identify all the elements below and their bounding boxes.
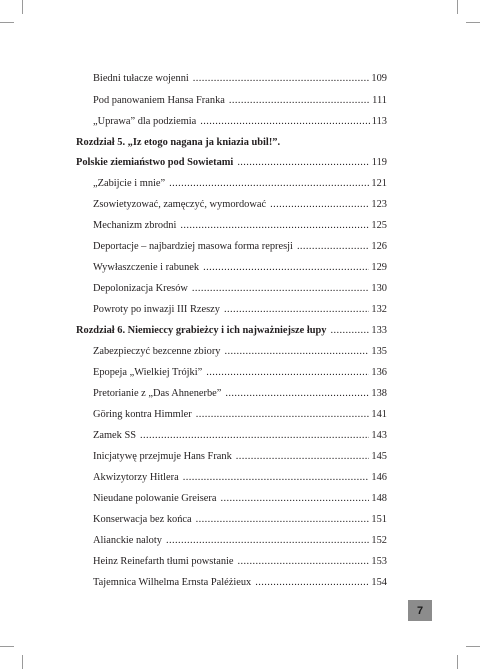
chapter-heading [76,324,387,337]
toc-entry-title: Wywłaszczenie i rabunek [93,262,200,273]
toc-entry-page: 119 [371,157,387,168]
toc-entry-page: 129 [371,262,387,273]
toc-entry-title: Zabezpieczyć bezcenne zbiory [93,346,221,357]
dot-leader [297,240,369,253]
toc-entry [93,177,387,190]
toc-entry-page: 143 [371,430,387,441]
crop-mark [466,646,480,647]
toc-entry [93,219,387,232]
toc-entry-page: 132 [371,304,387,315]
chapter-heading-title: Polskie ziemiaństwo pod Sowietami [76,157,234,168]
toc-entry [93,94,387,107]
toc-entry-page: 109 [371,73,387,84]
page-number: 7 [416,604,424,617]
toc-entry-page: 145 [371,451,387,462]
toc-entry [93,429,387,442]
crop-mark [0,22,14,23]
toc-entry [93,345,387,358]
toc-entry-page: 154 [371,577,387,588]
dot-leader [203,261,369,274]
toc-entry-title: Pretorianie z „Das Ahnenerbe” [93,388,222,399]
toc-entry-title: Biedni tułacze wojenni [93,73,189,84]
toc-entry-title: Nieudane polowanie Greisera [93,493,217,504]
toc-entry [93,366,387,379]
toc-entry-page: 151 [371,514,387,525]
crop-mark [22,0,23,14]
dot-leader [180,219,369,232]
toc-entry [93,115,387,128]
dot-leader [237,156,369,169]
toc-entry-page: 111 [372,95,387,106]
toc-entry-title: „Zabijcie i mnie” [93,178,166,189]
toc-entry-title: Epopeja „Wielkiej Trójki” [93,367,203,378]
toc-entry [93,303,387,316]
page-number-badge [408,600,432,621]
toc-entry [93,513,387,526]
toc-entry-title: Göring kontra Himmler [93,409,192,420]
dot-leader [206,366,369,379]
toc-entry-title: Powroty po inwazji III Rzeszy [93,304,220,315]
chapter-heading-title: Rozdział 5. „Iz etogo nagana ja kniazia ubil!”. [76,137,281,148]
toc-entry-title: Alianckie naloty [93,535,162,546]
dot-leader [270,198,369,211]
dot-leader [166,534,369,547]
toc-entry-page: 125 [371,220,387,231]
toc-entry [93,282,387,295]
dot-leader [169,177,369,190]
toc-entry-page: 146 [371,472,387,483]
dot-leader [220,492,369,505]
crop-mark [22,655,23,669]
toc-entry-title: Akwizytorzy Hitlera [93,472,179,483]
toc-entry [93,555,387,568]
toc-entry-title: Pod panowaniem Hansa Franka [93,95,225,106]
dot-leader [236,450,370,463]
toc-entry [93,408,387,421]
toc-entry [93,261,387,274]
toc-entry [93,471,387,484]
dot-leader [225,345,370,358]
toc-entry-page: 135 [371,346,387,357]
toc-entry-title: Zamek SS [93,430,137,441]
toc-entry-page: 121 [371,178,387,189]
toc-entry-title: Mechanizm zbrodni [93,220,177,231]
dot-leader [225,387,369,400]
toc-entry [93,576,387,589]
toc-entry-page: 130 [371,283,387,294]
toc-entry-page: 141 [371,409,387,420]
toc-entry [93,534,387,547]
toc-entry-title: Depolonizacja Kresów [93,283,188,294]
dot-leader [192,282,369,295]
dot-leader [140,429,369,442]
toc-entry [93,72,387,85]
chapter-heading-title: Rozdział 6. Niemieccy grabieżcy i ich najważniejsze łupy [76,325,327,336]
dot-leader [224,303,369,316]
dot-leader [238,555,370,568]
toc-entry-title: Tajemnica Wilhelma Ernsta Paléżieux [93,577,252,588]
toc-entry-page: 133 [371,325,387,336]
dot-leader [330,324,369,337]
toc-entry-title: Heinz Reinefarth tłumi powstanie [93,556,234,567]
toc-entry-title: Inicjatywę przejmuje Hans Frank [93,451,232,462]
crop-mark [457,655,458,669]
toc-entry [93,492,387,505]
toc-entry-page: 153 [371,556,387,567]
dot-leader [255,576,369,589]
chapter-heading [76,156,387,169]
dot-leader [196,408,370,421]
toc-entry [93,450,387,463]
toc-entry-title: Deportacje – najbardziej masowa forma represji [93,241,293,252]
dot-leader [229,94,370,107]
dot-leader [183,471,370,484]
toc-entry-page: 123 [371,199,387,210]
chapter-heading [76,136,387,149]
toc-entry-title: Konserwacja bez końca [93,514,192,525]
toc-entry-page: 138 [371,388,387,399]
toc-entry-page: 126 [371,241,387,252]
toc-entry-page: 136 [371,367,387,378]
toc-entry [93,240,387,253]
crop-mark [457,0,458,14]
toc-entry [93,387,387,400]
toc-entry-title: Zsowietyzować, zamęczyć, wymordować [93,199,267,210]
toc-entry [93,198,387,211]
dot-leader [193,72,370,85]
dot-leader [200,115,370,128]
dot-leader [196,513,370,526]
crop-mark [466,22,480,23]
toc-entry-title: „Uprawa” dla podziemia [93,116,197,127]
toc-entry-page: 148 [371,493,387,504]
crop-mark [0,646,14,647]
toc-entry-page: 113 [371,116,387,127]
toc-entry-page: 152 [371,535,387,546]
